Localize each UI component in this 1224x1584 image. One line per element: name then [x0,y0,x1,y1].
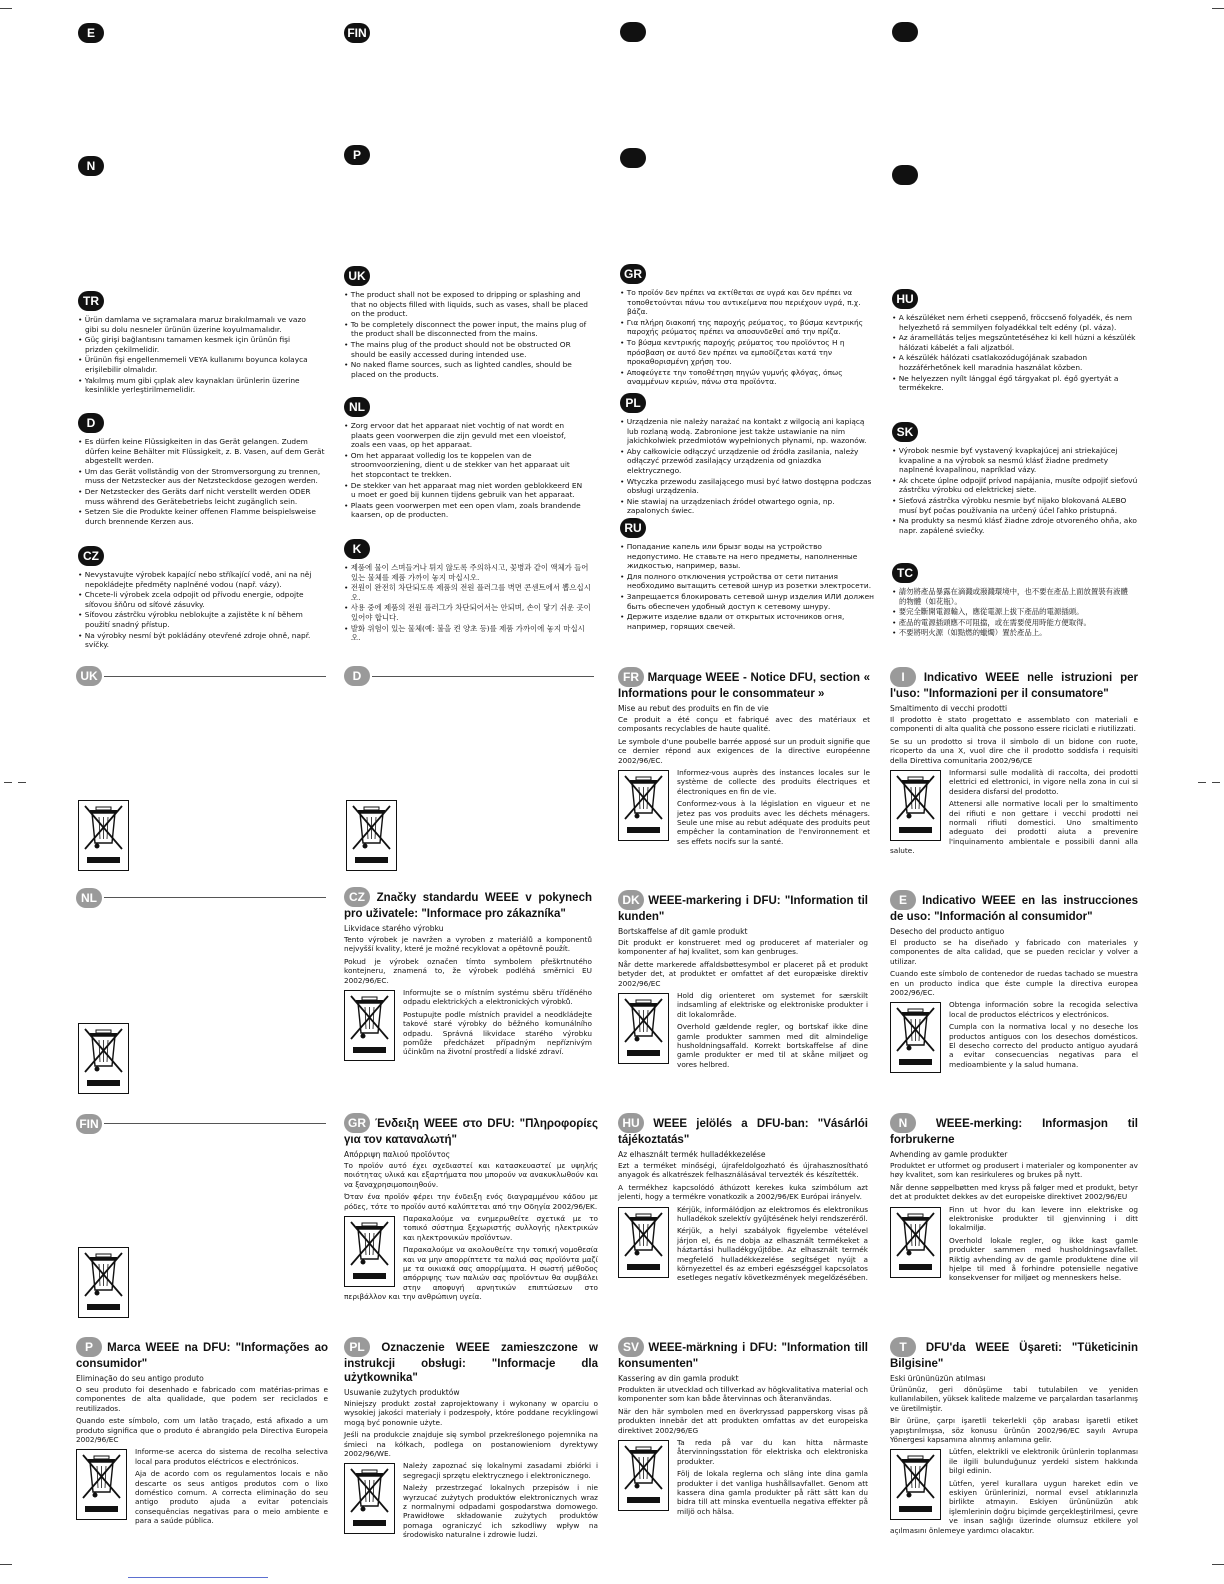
weee-section-nl [76,887,102,908]
weee-section-e [890,890,1138,1075]
weee-section-cz [344,887,592,1063]
weee-paragraph: Följ de lokala reglerna och släng inte dina gamla produkter i det vanliga hushållsavfallet. Genom att kassera dina gamla produkter på rätt sätt kan du bidra till att minska eventuella negativa effekter på miljö och hälsa. [677,1469,868,1516]
language-badge: CZ [78,546,104,566]
top-section-blank-2 [892,22,918,46]
section-rule [104,897,326,898]
safety-section-ru [620,517,874,632]
weee-paragraph: Aja de acordo com os regulamentos locais e não descarte os seus antigos produtos com o lixo doméstico comum. A correcta eliminação do seu antigo produto ajuda a evitar potenciais consequências negativas para o meio ambiente e para a saúde pública. [135,1469,328,1526]
weee-paragraph: Informez-vous auprès des instances locales sur le système de collecte des produits électriques et électroniques en fin de vie. [677,768,870,796]
language-badge [892,165,918,185]
weee-bin-icon [618,993,669,1064]
weee-paragraph: Niniejszy produkt został zaprojektowany i wykonany w oparciu o wysokiej jakości materiały i podzespoły, które poddane recyklingowi mogą być ponownie użyte. [344,1399,598,1427]
weee-subtitle: Bortskaffelse af dit gamle produkt [618,927,748,936]
top-section-p [344,144,370,165]
safety-item: • The product shall not be exposed to dripping or splashing and that no objects filled with liquids, such as vases, shall be placed on the product. [344,290,592,319]
weee-title: Ένδειξη WEEE στο DFU: "Πληροφορίες για τον καταναλωτή" [344,1118,598,1146]
language-badge: T [890,1337,916,1357]
safety-item: • 要完全斷開電源輸入，應從電源上拔下產品的電源插頭。 [892,607,1128,617]
weee-section-uk [76,665,102,686]
safety-item: • Zorg ervoor dat het apparaat niet vochtig of nat wordt en plaats geen voorwerpen die zijn gevuld met een vloeistof, zoals een vaas, op het apparaat. [344,421,584,450]
weee-title: Marca WEEE na DFU: "Informações ao consumidor" [76,1342,328,1370]
weee-paragraph: Finn ut hvor du kan levere inn elektriske og elektroniske produkter til gjenvinning i ditt lokalmiljø. [949,1204,1138,1233]
weee-title: WEEE-merking: Informasjon til forbrukerne [890,1118,1138,1146]
language-badge: UK [344,266,370,286]
safety-item: • Síťovou zástrčku výrobku neblokujte a zajistěte k ní během použití snadný přístup. [78,610,328,629]
safety-item: • 제품에 물이 스며들거나 튀지 않도록 주의하시고, 꽃병과 같이 액체가 들어있는 물체를 제품 가까이 놓지 마십시오. [344,563,594,582]
weee-subtitle: Smaltimento di vecchi prodotti [890,704,1008,713]
language-badge [620,22,646,42]
weee-paragraph: Produktet er utformet og produsert i materialer og komponenter av høy kvalitet, som kan resirkuleres og brukes på nytt. [890,1161,1138,1180]
safety-item: • Na produkty sa nesmú klásť žiadne zdroje otvoreného ohňa, ako napr. zapálené sviečky. [892,516,1138,535]
crop-mark [18,782,26,783]
safety-item: • Ürünün fişi engellenmemeli VEYA kullanımı boyunca kolayca erişilebilir olmalıdır. [78,355,314,374]
safety-item: • A készüléket nem érheti cseppenő, fröccsenő folyadék, és nem helyezhető rá semmilyen folyadékkal telt edény (pl. váza). [892,313,1138,332]
safety-item: • De stekker van het apparaat mag niet worden geblokkeerd EN u moet er goed bij kunnen tijdens gebruik van het apparaat. [344,481,584,500]
safety-item: • 전원이 완전히 차단되도록 제품의 전원 플러그를 벽면 콘센트에서 뽑으십시오. [344,583,594,602]
weee-title: WEEE-märkning i DFU: "Information till konsumenten" [618,1342,868,1370]
safety-item: • 產品的電源插頭應不可阻擋，或在需要使用時能方便取得。 [892,618,1128,628]
safety-section-nl [344,396,584,521]
language-badge: GR [620,264,646,284]
weee-title: Marquage WEEE - Notice DFU, section « Informations pour le consommateur » [618,672,870,700]
safety-item: • Na výrobky nesmí být pokládány otevřené zdroje ohně, např. svíčky. [78,631,328,650]
safety-item: • Αποφεύγετε την τοποθέτηση πηγών γυμνής φλόγας, όπως αναμμένων κεριών, πάνω στα προϊόντα. [620,368,872,387]
weee-title: Indicativo WEEE en las instrucciones de uso: "Información al consumidor" [890,895,1138,923]
safety-item: • Plaats geen voorwerpen met een open vlam, zoals brandende kaarsen, op de producten. [344,501,584,520]
language-badge: FIN [344,23,370,43]
language-badge: TR [78,291,104,311]
crop-mark [0,8,12,9]
weee-paragraph: Kérjük, a helyi szabályok figyelembe vételével járjon el, és ne dobja az elhasznált termékeket a háztartási hulladékgyűjtőbe. Az elhasznált termék megfelelő hulladékkezelése segítséget nyújt a környezettel és az emberi egészséggel kapcsolatos esetleges negatív következmények megelőzésében. [677,1226,868,1283]
safety-item: • Aby całkowicie odłączyć urządzenie od źródła zasilania, należy odłączyć przewód zasilający urządzenia od gniazdka elektrycznego. [620,447,872,476]
safety-item: • Ak chcete úplne odpojiť prívod napájania, musíte odpojiť sieťovú zástrčku výrobku od elektrickej siete. [892,476,1138,495]
safety-item: • Es dürfen keine Flüssigkeiten in das Gerät gelangen. Zudem dürfen keine Behälter mit Flüssigkeit, z. B. Vasen, auf dem Gerät abgestellt werden. [78,437,326,466]
safety-item: • 사용 중에 제품의 전원 플러그가 차단되어서는 안되며, 손이 닿기 쉬운 곳이 있어야 합니다. [344,603,594,622]
safety-item: • Der Netzstecker des Geräts darf nicht verstellt werden ODER muss während des Gerätebetriebs leicht zugänglich sein. [78,487,326,506]
weee-paragraph: Se su un prodotto si trova il simbolo di un bidone con ruote, ricoperto da una X, vuol dire che il prodotto soddisfa i requisiti della Direttiva comunitaria 2002/96/CE [890,736,1138,765]
weee-paragraph: När den här symbolen med en överkryssad papperskorg visas på produkten innebär det att produkten omfattas av det europeiska direktivet 2002/96/EG [618,1406,868,1435]
weee-paragraph: Lütfen, elektrikli ve elektronik ürünlerin toplanması ile ilgili bulunduğunuz yerdeki sistem hakkında bilgi edinin. [949,1447,1138,1476]
language-badge: NL [76,888,102,908]
weee-paragraph: Ürününüz, geri dönüşüme tabi tutulabilen ve yeniden kullanılabilen, yüksek kalitede malzeme ve parçalardan tasarlanmış ve üretilmiştir. [890,1385,1138,1413]
weee-section-d [344,665,370,686]
safety-section-gr [620,263,872,388]
safety-item: • 不要將明火源（如點燃的蠟燭）置於產品上。 [892,628,1128,638]
weee-bin-icon [76,1449,127,1520]
weee-bin-icon [346,800,397,871]
safety-item: • Az áramellátás teljes megszüntetéséhez ki kell húzni a készülék hálózati kábelét a fali aljzatból. [892,333,1138,352]
weee-paragraph: Produkten är utvecklad och tillverkad av högkvalitativa material och komponenter som kan både återvinnas och återanvändas. [618,1385,868,1404]
safety-item: • Om het apparaat volledig los te koppelen van de stroomvoorziening, dient u de stekker van het apparaat uit het stopcontact te trekken. [344,451,584,480]
weee-section-dk [618,890,868,1072]
safety-item: • The mains plug of the product should not be obstructed OR should be easily accessed during intended use. [344,340,592,359]
top-section-n [78,155,104,176]
safety-item: • Το προϊόν δεν πρέπει να εκτίθεται σε υγρά και δεν πρέπει να τοποθετούνται πάνω του αντικείμενα που περιέχουν υγρά, π.χ. βάζα. [620,288,872,317]
safety-section-d [78,412,326,527]
safety-item: • Попадание капель или брызг воды на устройство недопустимо. Не ставьте на него предметы, наполненные жидкостью, например, вазы. [620,542,874,571]
weee-paragraph: Παρακαλούμε να ενημερωθείτε σχετικά με το τοπικό σύστημα ξεχωριστής συλλογής ηλεκτρικών και ηλεκτρονικών προϊόντων. [403,1214,598,1242]
crop-mark [1212,1564,1224,1565]
weee-bin-icon [890,1002,941,1073]
safety-item: • Urządzenia nie należy narażać na kontakt z wilgocią ani kapiącą lub rozlaną wodą. Zabronione jest także ustawianie na nim jakichkolwiek przedmiotów wypełnionych płynami, np. wazonów. [620,417,872,446]
weee-paragraph: Når dette markerede affaldsbøttesymbol er placeret på et produkt betyder det, at produktet er omfattet af det europæiske direktiv 2002/96/EC [618,959,868,988]
weee-paragraph: Informe-se acerca do sistema de recolha selectiva local para produtos eléctricos e electrónicos. [135,1447,328,1466]
section-rule [104,676,326,677]
language-badge: UK [76,666,102,686]
weee-paragraph: Pokud je výrobek označen tímto symbolem přeškrtnutého kontejneru, znamená to, že výrobek podléhá směrnici EU 2002/96/EC. [344,956,592,985]
weee-subtitle: Az elhasznált termék hulladékkezelése [618,1150,766,1159]
weee-paragraph: Należy zapoznać się lokalnymi zasadami zbiórki i segregacji sprzętu elektrycznego i elektronicznego. [403,1461,598,1480]
weee-paragraph: Όταν ένα προϊόν φέρει την ένδειξη ενός διαγραμμένου κάδου με ρόδες, τότε το προϊόν αυτό καλύπτεται από την Οδηγία 2002/96/ΕΚ. [344,1192,598,1211]
safety-item: • To be completely disconnect the power input, the mains plug of the product shall be disconnected from the mains. [344,320,592,339]
weee-paragraph: Ta reda på var du kan hitta närmaste återvinningsstation för elektriska och elektroniska produkter. [677,1438,868,1466]
weee-paragraph: Bir ürüne, çarpı işaretli tekerlekli çöp arabası işaretli etiket yapıştırılmışsa, söz konusu ürünün 2002/96/EC sayılı Avrupa Yönergesi kapsamına alınmış anlamına gelir. [890,1416,1138,1445]
safety-item: • A készülék hálózati csatlakozódugójának szabadon hozzáférhetőnek kell maradnia használat közben. [892,353,1138,372]
language-badge: K [344,539,370,559]
language-badge: D [78,413,104,433]
language-badge: RU [620,518,646,538]
language-badge: NL [344,397,370,417]
weee-bin-icon [344,990,395,1061]
section-rule [104,1123,326,1124]
language-badge: CZ [344,887,370,907]
crop-mark [1198,782,1206,783]
weee-paragraph: Obtenga información sobre la recogida selectiva local de productos eléctricos y electrónicos. [949,1000,1138,1019]
weee-paragraph: Il prodotto è stato progettato e assemblato con materiali e componenti di alta qualità che possono essere riciclati e riutilizzati. [890,715,1138,734]
weee-bin-icon [890,770,941,841]
weee-section-fin [76,1113,102,1134]
weee-paragraph: Cuando este símbolo de contenedor de ruedas tachado se muestra en un producto indica que éste cumple la directiva europea 2002/96/EC. [890,969,1138,998]
weee-paragraph: El producto se ha diseñado y fabricado con materiales y componentes de alta calidad, que se pueden reciclar y volver a utilizar. [890,938,1138,966]
safety-item: • Setzen Sie die Produkte keiner offenen Flamme beispielsweise durch brennende Kerzen aus. [78,507,326,526]
safety-item: • Держите изделие вдали от открытых источников огня, например, горящих свечей. [620,612,874,631]
weee-title: WEEE-markering i DFU: "Information til kunden" [618,895,868,923]
safety-section-hu [892,288,1138,394]
language-badge: HU [618,1113,644,1133]
language-badge: FIN [76,1114,102,1134]
safety-item: • Um das Gerät vollständig von der Stromversorgung zu trennen, muss der Netzstecker aus der Netzsteckdose gezogen werden. [78,467,326,486]
weee-title: WEEE jelölés a DFU-ban: "Vásárlói tájékoztatás" [618,1118,868,1146]
weee-paragraph: Tento výrobek je navržen a vyroben z materiálů a komponentů nejvyšší kvality, které je možné recyklovat a opětovně použít. [344,935,592,954]
language-badge [892,22,918,42]
footer-rule [128,1577,268,1578]
weee-title: Indicativo WEEE nelle istruzioni per l'uso: "Informazioni per il consumatore" [890,672,1138,700]
weee-subtitle: Usuwanie zużytych produktów [344,1388,460,1397]
weee-bin-icon [344,1216,395,1287]
top-section-blank-1 [620,22,646,46]
weee-bin-icon [78,800,129,871]
language-badge: E [890,890,916,910]
language-badge: SK [892,422,918,442]
safety-item: • Nevystavujte výrobek kapající nebo stříkající vodě, ani na něj nepokládejte předměty naplněné vodou (např. vázy). [78,570,328,589]
weee-subtitle: Απόρριψη παλιού προϊόντος [344,1150,451,1159]
weee-title: Oznaczenie WEEE zamieszczone w instrukcji obsługi: "Informacje dla użytkownika" [344,1342,598,1384]
weee-paragraph: Overhold lokale regler, og ikke kast gamle produkter sammen med husholdningsavfallet. Riktig avhending av de gamle produktene dine vil hjelpe til med å forhindre potensielle negative konsekvenser for miljøet og menneskers helse. [949,1235,1138,1283]
safety-item: • Nie stawiaj na urządzeniach źródeł otwartego ognia, np. zapalonych świec. [620,497,872,516]
safety-section-tr [78,290,314,396]
weee-paragraph: Conformez-vous à la législation en vigueur et ne jetez pas vos produits avec les déchets ménagers. Seule une mise au rebut adéquate des produits peut empêcher la contamination de l'environnement et ses effets nocifs sur la santé. [677,799,870,846]
language-badge: N [890,1113,916,1133]
section-rule [372,676,594,677]
safety-item: • Wtyczka przewodu zasilającego musi być łatwo dostępna podczas obsługi urządzenia. [620,477,872,496]
weee-section-i [890,667,1138,859]
weee-paragraph: Kérjük, informálódjon az elektromos és elektronikus hulladékok szelektív gyűjtésének helyi rendszeréről. [677,1204,868,1224]
crop-mark [1212,782,1220,783]
weee-section-t [890,1337,1138,1538]
safety-item: • Yakılmış mum gibi çıplak alev kaynakları ürünlerin üzerine kesinlikle yerleştirilmemelidir. [78,376,314,395]
weee-section-n [890,1113,1138,1286]
weee-subtitle: Eliminação do seu antigo produto [76,1374,204,1383]
weee-paragraph: Cumpla con la normativa local y no deseche los productos antiguos con los desechos domésticos. El desecho correcto del producto antiguo ayudará a evitar consecuencias negativas para el medioambiente y la salud humana. [949,1022,1138,1069]
safety-item: • Ürün damlama ve sıçramalara maruz bırakılmamalı ve vazo gibi su dolu nesneler ürünün üzerine koyulmamalıdır. [78,315,314,334]
safety-item: • Для полного отключения устройства от сети питания необходимо вытащить сетевой шнур из розетки электросети. [620,572,874,591]
safety-item: • Για πλήρη διακοπή της παροχής ρεύματος, το βύσμα κεντρικής παροχής ρεύματος πρέπει να αποσυνδεθεί από την πρίζα. [620,318,872,337]
weee-paragraph: Lütfen, yerel kurallara uygun hareket edin ve eskiyen ürünlerinizi, normal evsel atıklarınızla birlikte atmayın. Eskiyen ürününüzün atık işlemlerinin doğru biçimde gerçekleştirilmesi, çevre ve insan sağlığı üzerinde olumsuz etkilere yol açılmasını önlemeye yardımcı olacaktır. [890,1478,1138,1535]
weee-paragraph: Attenersi alle normative locali per lo smaltimento dei rifiuti e non gettare i vecchi prodotti nei normali rifiuti domestici. Uno smaltimento adeguato dei prodotti aiuta a prevenire l'inquinamento ambientale e possibili danni alla salute. [890,799,1138,856]
weee-section-p [76,1337,328,1529]
weee-title: Značky standardu WEEE v pokynech pro uživatele: "Informace pro zákazníka" [344,892,592,920]
safety-item: • 請勿將產品暴露在滴濺或潑濺環境中，也不要在產品上面放置裝有液體的物體（如花瓶）。 [892,587,1128,606]
language-badge: P [76,1337,102,1357]
weee-subtitle: Likvidace starého výrobku [344,924,444,933]
language-badge [620,148,646,168]
weee-section-sv [618,1337,868,1519]
weee-bin-icon [618,1440,669,1511]
language-badge: PL [620,393,646,413]
safety-item: • Sieťová zástrčka výrobku nesmie byť nijako blokovaná ALEBO musí byť počas používania na určený účel ľahko prístupná. [892,496,1138,515]
safety-item: • 발화 위험이 있는 물체(예: 불을 켠 양초 등)를 제품 가까이에 놓지 마십시오. [344,624,594,643]
crop-mark [1212,8,1224,9]
safety-item: • Güç girişi bağlantısını tamamen kesmek için ürünün fişi prizden çekilmelidir. [78,335,314,354]
weee-section-gr [344,1113,598,1305]
language-badge: SV [618,1337,644,1357]
top-section-fin [344,22,370,43]
weee-paragraph: Når denne søppelbøtten med kryss på følger med et produkt, betyr det at produktet dekkes av det europeiske direktivet 2002/96/EU [890,1182,1138,1202]
language-badge: N [78,156,104,176]
safety-section-pl [620,392,872,517]
safety-item: • Výrobok nesmie byť vystavený kvapkajúcej ani striekajúcej kvapaline a na výrobok sa nesmú klásť žiadne predmety naplnené kvapalinou, napríklad vázy. [892,446,1138,475]
weee-bin-icon [618,1207,669,1278]
language-badge: D [344,666,370,686]
weee-paragraph: Należy przestrzegać lokalnych przepisów i nie wyrzucać zużytych produktów elektronicznych wraz z normalnymi odpadami gospodarstwa domowego. Prawidłowe składowanie zużytych produktów pomaga ograniczyć ich szkodliwy wpływ na środowisko naturalne i zdrowie ludzi. [403,1483,598,1540]
safety-section-tc [892,562,1128,639]
weee-section-fr [618,667,870,849]
language-badge: DK [618,890,644,910]
weee-paragraph: Jeśli na produkcie znajduje się symbol przekreślonego pojemnika na śmieci na kółkach, podlega on postanowieniom dyrektywy 2002/96/WE. [344,1430,598,1459]
safety-item: • No naked flame sources, such as lighted candles, should be placed on the products. [344,360,592,379]
crop-mark [4,782,12,783]
weee-bin-icon [344,1463,395,1534]
weee-subtitle: Kassering av din gamla produkt [618,1374,739,1383]
weee-paragraph: Quando este símbolo, com um latão traçado, está afixado a um produto significa que o produto é abrangido pela Directiva Europeia 2002/96/EC [76,1416,328,1445]
weee-paragraph: O seu produto foi desenhado e fabricado com matérias-primas e componentes de alta qualidade, que podem ser reciclados e reutilizados. [76,1385,328,1413]
weee-bin-icon [890,1207,941,1278]
weee-paragraph: Το προϊόν αυτό έχει σχεδιαστεί και κατασκευαστεί με υψηλής ποιότητας υλικά και εξαρτήματα που μπορούν να ανακυκλωθούν και να ξαναχρησιμοποιηθούν. [344,1161,598,1189]
safety-item: • Ne helyezzen nyílt lánggal égő tárgyakat pl. égő gyertyát a termékekre. [892,374,1138,393]
language-badge: FR [618,667,644,687]
weee-subtitle: Mise au rebut des produits en fin de vie [618,704,769,713]
weee-subtitle: Eski ürününüzün atılması [890,1374,986,1383]
weee-bin-icon [890,1449,941,1520]
safety-section-cz [78,545,328,651]
language-badge: E [78,23,104,43]
language-badge: P [344,145,370,165]
language-badge: I [890,667,916,687]
weee-bin-icon [78,1023,129,1094]
crop-mark [0,1564,12,1565]
safety-item: • Το βύσμα κεντρικής παροχής ρεύματος του προϊόντος Η η πρόσβαση σε αυτό δεν πρέπει να εμποδίζεται κατά την προκαθορισμένη χρήση του. [620,338,872,367]
weee-paragraph: Hold dig orienteret om systemet for særskilt indsamling af elektriske og elektroniske produkter i dit lokalområde. [677,991,868,1019]
language-badge: GR [344,1113,370,1133]
weee-paragraph: Ezt a terméket minőségi, újrafeldolgozható és újrahasznosítható anyagok és alkatrészek felhasználásával tervezték és készítették. [618,1161,868,1180]
weee-paragraph: Ce produit a été conçu et fabriqué avec des matériaux et composants recyclables de haute qualité. [618,715,870,734]
safety-section-uk [344,265,592,380]
weee-title: DFU'da WEEE Üşareti: "Tüketicinin Bilgisine" [890,1342,1138,1370]
weee-subtitle: Desecho del producto antiguo [890,927,1005,936]
language-badge: PL [344,1337,370,1357]
safety-section-sk [892,421,1138,536]
weee-paragraph: Overhold gældende regler, og bortskaf ikke dine gamle produkter sammen med dit almindelige husholdningsaffald. Korrekt bortskaffelse af dine gamle produkter er med til at skåne miljøet og vores helbred. [677,1022,868,1069]
safety-item: • Запрещается блокировать сетевой шнур изделия ИЛИ должен быть обеспечен удобный доступ к сетевому шнуру. [620,592,874,611]
top-section-e [78,22,104,43]
top-section-blank-4 [892,165,918,189]
weee-paragraph: Postupujte podle místních pravidel a neodkládejte takové staré výrobky do běžného komunálního odpadu. Správná likvidace starého výrobku pomůže předcházet případným nepříznivým účinkům na životní prostředí a lidské zdraví. [403,1009,592,1057]
weee-subtitle: Avhending av gamle produkter [890,1150,1008,1159]
weee-bin-icon [78,1247,129,1318]
language-badge: TC [892,563,918,583]
weee-paragraph: Παρακαλούμε να ακολουθείτε την τοπική νομοθεσία και να μην απορρίπτετε τα παλιά σας προϊόντα μαζί με τα οικιακά σας απορρίμματα. Η σωστή μέθοδος απόρριψης των παλιών σας προϊόντων θα συμβάλει στην αποφυγή αρνητικών επιπτώσεων στο περιβάλλον και την ανθρώπινη υγεία. [344,1245,598,1302]
top-section-blank-3 [620,148,646,172]
safety-section-k [344,538,594,644]
weee-paragraph: Informarsi sulle modalità di raccolta, dei prodotti elettrici ed elettronici, in vigore nella zona in cui si desidera disfarsi del prodotto. [949,768,1138,796]
weee-paragraph: Dit produkt er konstrueret med og produceret af materialer og komponenter af høj kvalitet, som kan genbruges. [618,938,868,957]
weee-section-pl [344,1337,598,1543]
weee-paragraph: Informujte se o místním systému sběru tříděného odpadu elektrických a elektronických výrobků. [403,988,592,1007]
weee-paragraph: Le symbole d'une poubelle barrée apposé sur un produit signifie que ce dernier répond aux exigences de la directive européenne 2002/96/EC. [618,736,870,765]
safety-item: • Chcete-li výrobek zcela odpojit od přívodu energie, odpojte síťovou šňůru od síťové zásuvky. [78,590,328,609]
weee-bin-icon [618,770,669,841]
weee-section-hu [618,1113,868,1286]
weee-paragraph: A termékhez kapcsolódó áthúzott kerekes kuka szimbólum azt jelenti, hogy a termékre vonatkozik a 2002/96/EK Európai irányelv. [618,1182,868,1202]
language-badge: HU [892,289,918,309]
